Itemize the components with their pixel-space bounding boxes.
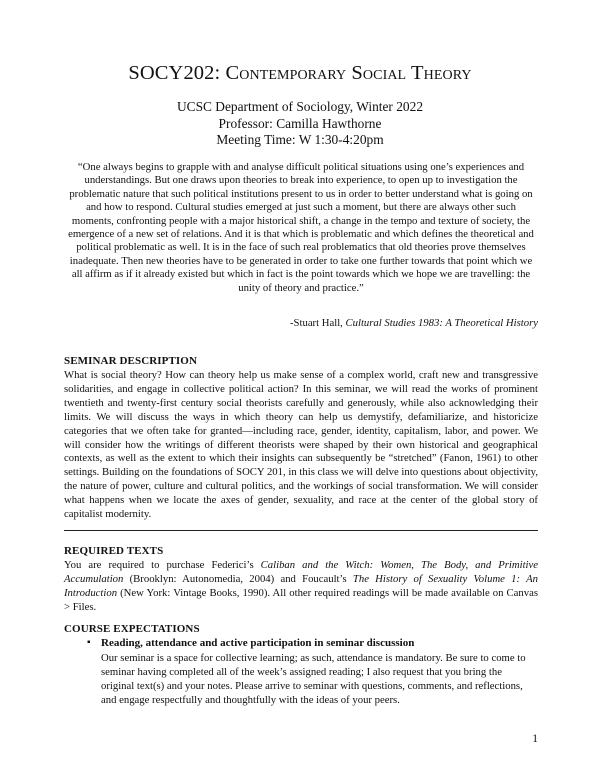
book-title-caliban: Caliban and the Witch: Women, The Body, and Primitive Accumulation [64, 559, 538, 585]
expectation-item-body: Our seminar is a space for collective learning; as such, attendance is mandatory. Be sure to come to seminar having completed all of the week’s assigned reading; I also request that you bring the original text(s) and your notes. Please arrive to seminar with questions, comments, and reflections, and engage respectfully and thoughtfully with the ideas of your peers. [101, 652, 526, 706]
section-divider [64, 530, 538, 531]
epigraph-quote: “One always begins to grapple with and analyse difficult political situations using one’s experiences and understandings. But one draws upon theories to break into experience, to open up to investigation the problematic nature that such political institutions present to us in order to better understand what is going on and how to respond. Cultural studies emerged at just such a moment, but there are always other such moments, confronting people with a major historical shift, a change in the tempo and texture of society, the emergence of a new set of relations. And it is that which is problematic and which defines the theoretical and political problematic as well. It is in the face of such real problematics that old theories prove themselves inadequate. Then new theories have to be generated in order to take one further towards that point which we all affirm as if it already existed but which in fact is the point towards which we hope we are travelling: the unity of theory and practice.” [68, 161, 534, 294]
quote-attribution [290, 317, 538, 329]
department-line: UCSC Department of Sociology, Winter 2022 [176, 99, 424, 114]
attribution-work: Cultural Studies 1983: A Theoretical History [345, 317, 538, 329]
square-bullet-icon: ▪ [87, 637, 91, 648]
course-expectations-heading: COURSE EXPECTATIONS [64, 623, 200, 635]
attribution-author: -Stuart Hall, [290, 317, 346, 329]
course-meta [0, 99, 600, 149]
required-texts-part3: (New York: Vintage Books, 1990). All other required readings will be made available on Canvas > Files. [64, 586, 538, 613]
required-texts-part1: You are required to purchase Federici’s [64, 559, 261, 571]
required-texts-heading: REQUIRED TEXTS [64, 545, 164, 557]
meeting-time-line: Meeting Time: W 1:30-4:20pm [216, 132, 384, 147]
required-texts-body [64, 559, 538, 615]
professor-line: Professor: Camilla Hawthorne [218, 115, 382, 131]
page-number: 1 [532, 733, 538, 745]
course-title: SOCY202: Contemporary Social Theory [128, 62, 472, 84]
seminar-description-heading: SEMINAR DESCRIPTION [64, 355, 198, 367]
expectation-item-heading: Reading, attendance and active participation in seminar discussion [101, 637, 415, 649]
seminar-description-body: What is social theory? How can theory help us make sense of a complex world, craft new and transgressive solidarities, and engage in collective political action? In this seminar, we will read the works of prominent twentieth and twenty-first century social theorists carefully and generously, while also acknowledging their limits. We will discuss the ways in which theory can help us demystify, defamiliarize, and historicize categories that we often take for granted—including race, gender, identity, capitalism, labor, and power. We will consider how the writings of different theorists were shaped by their own historical and geographical contexts, as well as the extent to which their insights can subsequently be “stretched” (Fanon, 1961) to other settings. Building on the foundations of SOCY 201, in this class we will delve into questions about objectivity, the nature of power, culture and cultural politics, and the workings of social transformation. We will consider what happens when we locate the axes of gender, sexuality, and race at the center of the global story of capitalist modernity. [64, 369, 538, 521]
required-texts-part2: (Brooklyn: Autonomedia, 2004) and Foucault’s [123, 572, 353, 585]
book-title-history-of-sexuality: The History of Sexuality Volume 1: An Introduction [64, 572, 538, 599]
